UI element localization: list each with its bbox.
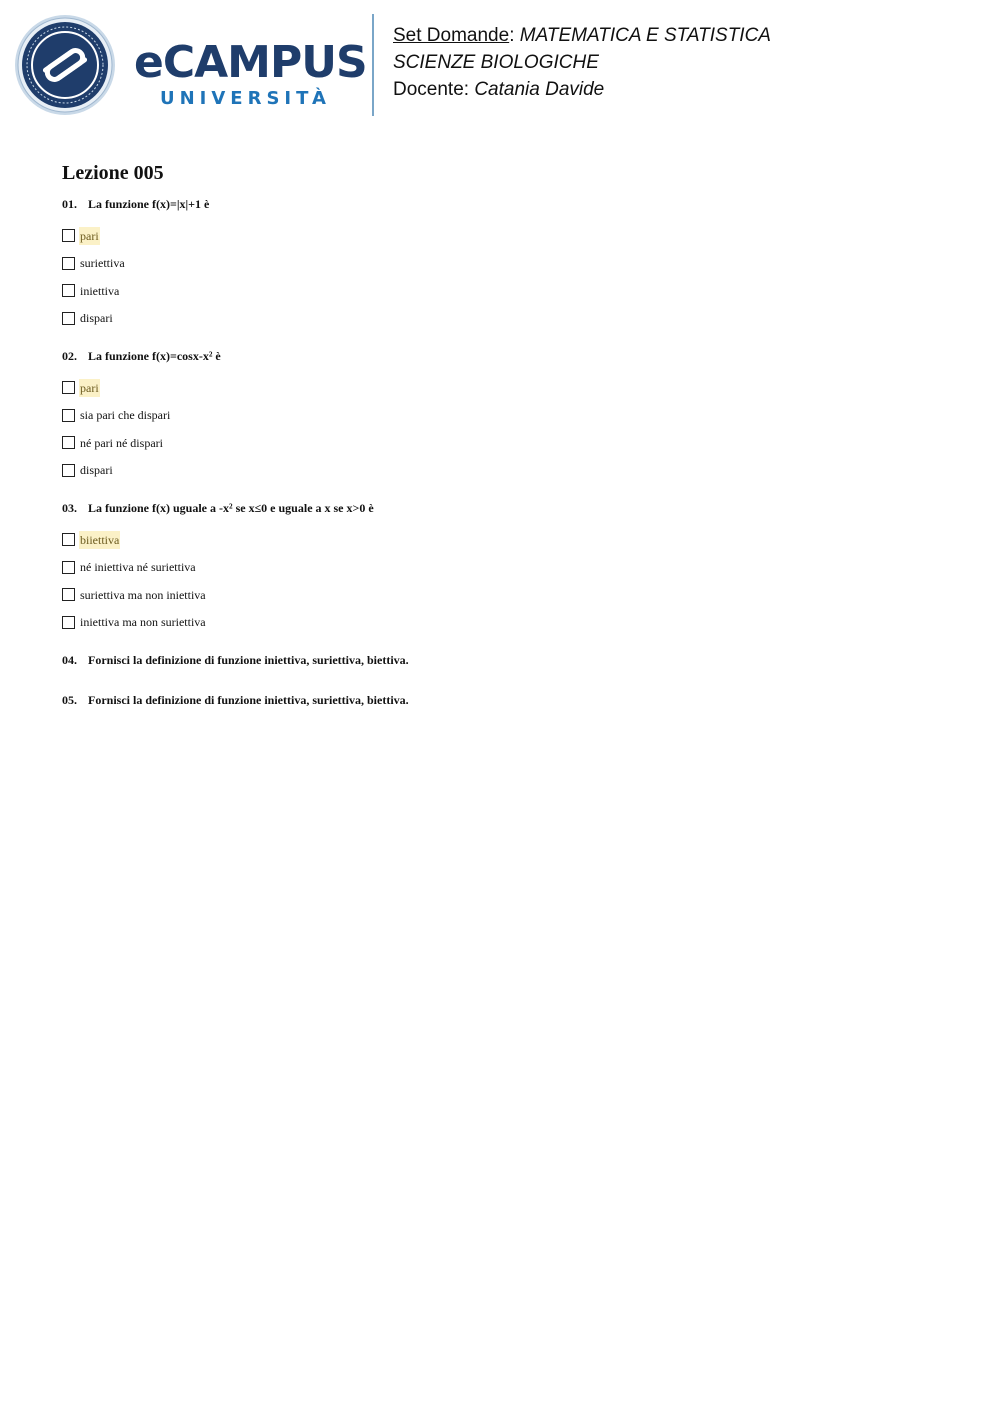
question-text: [62, 500, 942, 516]
option-label: suriettiva ma non iniettiva: [80, 587, 206, 602]
set-line: [393, 22, 771, 49]
option-label: biiettiva: [80, 532, 120, 547]
option-label: dispari: [80, 311, 113, 326]
question-05: [62, 692, 942, 708]
answer-option[interactable]: [62, 250, 942, 278]
question-text: [62, 692, 942, 708]
ecampus-brand: [134, 37, 367, 118]
checkbox[interactable]: [62, 588, 75, 601]
answer-option[interactable]: [62, 277, 942, 305]
answer-option[interactable]: [62, 374, 942, 402]
question-text: [62, 348, 942, 364]
option-label: dispari: [80, 463, 113, 478]
teacher-value: Catania Davide: [474, 79, 605, 100]
question-number: 02.: [62, 349, 77, 363]
option-label: né pari né dispari: [80, 435, 163, 450]
checkbox[interactable]: [62, 436, 75, 449]
answer-option[interactable]: [62, 526, 942, 554]
checkbox[interactable]: [62, 312, 75, 325]
set-label: Set Domande: [393, 25, 510, 46]
header-info: [393, 22, 771, 103]
checkbox[interactable]: [62, 533, 75, 546]
question-body: La funzione f(x)=cosx-x² è: [88, 349, 221, 363]
question-number: 01.: [62, 197, 77, 211]
question-03: [62, 500, 942, 636]
teacher-line: [393, 76, 771, 103]
question-01: [62, 196, 942, 332]
question-number: 05.: [62, 693, 77, 707]
checkbox[interactable]: [62, 464, 75, 477]
header-divider: [372, 14, 374, 116]
answer-option[interactable]: [62, 402, 942, 430]
question-body: Fornisci la definizione di funzione iniettiva, suriettiva, biettiva.: [88, 653, 409, 667]
set-value-line1: MATEMATICA E STATISTICA: [519, 25, 771, 46]
question-02: [62, 348, 942, 484]
answer-option[interactable]: [62, 581, 942, 609]
checkbox[interactable]: [62, 284, 75, 297]
answer-option[interactable]: [62, 609, 942, 637]
option-label: pari: [80, 228, 99, 243]
option-label: suriettiva: [80, 256, 125, 271]
checkbox[interactable]: [62, 409, 75, 422]
question-body: La funzione f(x)=|x|+1 è: [88, 197, 210, 211]
option-label: iniettiva: [80, 283, 120, 298]
set-value-line2: SCIENZE BIOLOGICHE: [393, 52, 599, 73]
checkbox[interactable]: [62, 561, 75, 574]
question-text: [62, 652, 942, 668]
document-content: [62, 160, 942, 732]
answer-option[interactable]: [62, 554, 942, 582]
teacher-label: Docente:: [393, 79, 475, 100]
option-label: iniettiva ma non suriettiva: [80, 615, 206, 630]
lesson-title: Lezione 005: [62, 162, 164, 184]
checkbox[interactable]: [62, 616, 75, 629]
question-body: Fornisci la definizione di funzione iniettiva, suriettiva, biettiva.: [88, 693, 409, 707]
question-text: [62, 196, 942, 212]
question-number: 04.: [62, 653, 77, 667]
question-number: 03.: [62, 501, 77, 515]
answer-option[interactable]: [62, 457, 942, 485]
answer-option[interactable]: [62, 429, 942, 457]
set-separator: :: [509, 25, 520, 46]
brand-wordmark: eCAMPUS: [134, 37, 367, 88]
page-header: [0, 0, 1000, 130]
ecampus-seal-logo: [14, 14, 116, 116]
checkbox[interactable]: [62, 381, 75, 394]
question-body: La funzione f(x) uguale a -x² se x≤0 e uguale a x se x>0 è: [88, 501, 374, 515]
checkbox[interactable]: [62, 257, 75, 270]
answer-option[interactable]: [62, 305, 942, 333]
option-label: sia pari che dispari: [80, 408, 171, 423]
option-label: pari: [80, 380, 99, 395]
question-04: [62, 652, 942, 668]
brand-subtitle: UNIVERSITÀ: [160, 88, 331, 109]
option-label: né iniettiva né suriettiva: [80, 560, 196, 575]
answer-option[interactable]: [62, 222, 942, 250]
checkbox[interactable]: [62, 229, 75, 242]
